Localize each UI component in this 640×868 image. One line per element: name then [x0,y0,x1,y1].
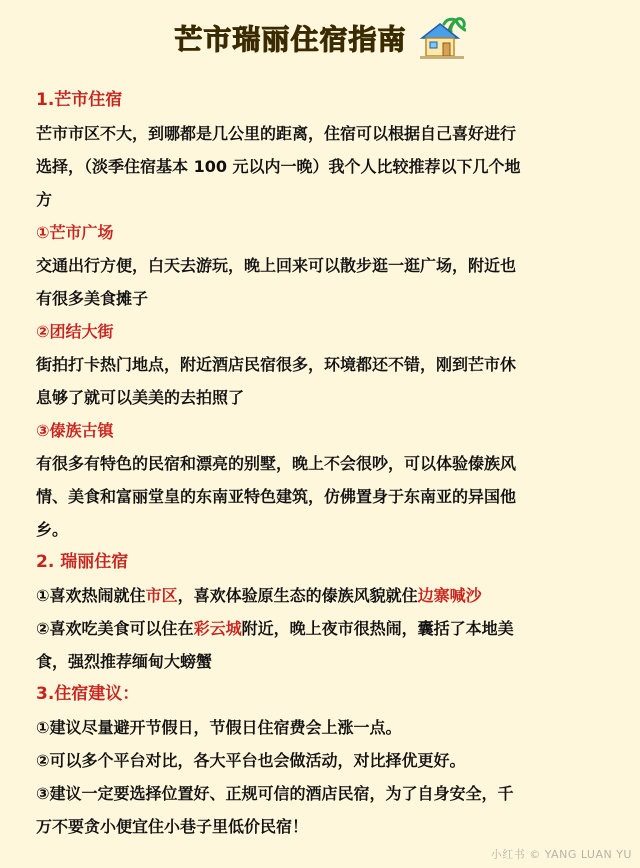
section-3-line-2: ②可以多个平台对比，各大平台也会做活动，对比择优更好。 [36,751,466,770]
guide-content [36,84,616,843]
place-b-text-2: 息够了就可以美美的去拍照了 [36,388,245,407]
section-3-line-1: ①建议尽量避开节假日，节假日住宿费会上涨一点。 [36,718,402,737]
section-2-line-3: 食，强烈推荐缅甸大螃蟹 [36,652,213,671]
place-a-title: ①芒市广场 [36,223,114,242]
page-title [0,16,640,66]
s2-l1-a: ①喜欢热闹就住 [36,586,146,605]
section-3-line-4: 万不要贪小便宜住小巷子里低价民宿！ [36,817,309,836]
beach-house-icon [418,16,466,60]
place-c-text-2: 情、美食和富丽堂皇的东南亚特色建筑，仿佛置身于东南亚的异国他 [36,487,517,506]
s2-l2-a: ②喜欢吃美食可以住在 [36,619,194,638]
s2-l2-c: 附近，晚上夜市很热闹，囊括了本地美 [241,619,514,638]
section-1-intro-line-2: 选择，（淡季住宿基本 100 元以内一晚）我个人比较推荐以下几个地 [36,157,521,176]
title-part-1: 芒市瑞丽 [174,23,291,56]
section-3-heading: 3.住宿建议： [36,684,140,704]
s2-l1-d: 边寨喊沙 [417,586,482,605]
place-c-text-3: 乡。 [36,520,69,539]
section-2-line-2 [36,612,616,645]
title-part-3: 指南 [348,23,407,56]
place-c-title: ③傣族古镇 [36,421,114,440]
section-2-heading: 2. 瑞丽住宿 [36,552,129,572]
section-1-intro-line-1: 芒市市区不大，到哪都是几公里的距离，住宿可以根据自己喜好进行 [36,124,517,143]
s2-l1-b: 市区 [145,586,178,605]
place-a-text-1: 交通出行方便，白天去游玩，晚上回来可以散步逛一逛广场，附近也 [36,256,517,275]
section-1-intro-line-3: 方 [36,190,53,209]
section-3-line-3: ③建议一定要选择位置好、正规可信的酒店民宿，为了自身安全，千 [36,784,514,803]
section-1-heading: 1.芒市住宿 [36,90,123,110]
watermark: 小红书 © YANG LUAN YU [490,848,632,861]
place-b-title: ②团结大街 [36,322,114,341]
place-c-text-1: 有很多有特色的民宿和漂亮的别墅，晚上不会很吵，可以体验傣族风 [36,454,517,473]
place-a-text-2: 有很多美食摊子 [36,289,149,308]
title-part-2: 住宿 [290,23,349,56]
s2-l2-b: 彩云城 [193,619,242,638]
place-b-text-1: 街拍打卡热门地点，附近酒店民宿很多，环境都还不错，刚到芒市休 [36,355,517,374]
s2-l1-c: ，喜欢体验原生态的傣族风貌就住 [177,586,418,605]
section-2-line-1 [36,579,616,612]
title-text [174,18,406,58]
